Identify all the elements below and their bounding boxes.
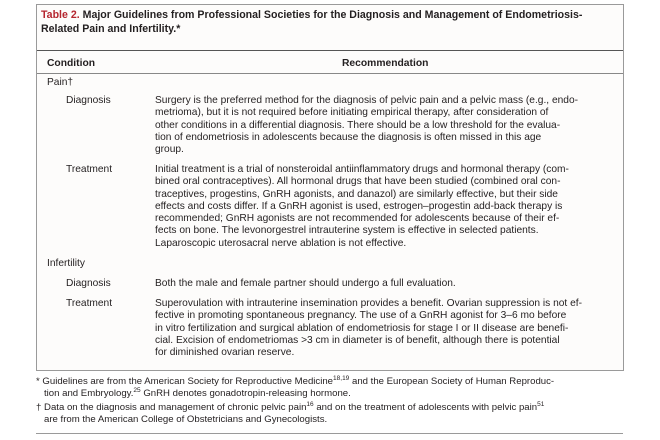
footnote-line: are from the American College of Obstetricians and Gynecologists. (44, 413, 328, 425)
text-line: recommended; GnRH agonists are not recommended for adolescents because of their ef- (155, 213, 560, 225)
text-line: Initial treatment is a trial of nonsteroidal antiinflammatory drugs and hormonal therapy (com- (155, 164, 569, 175)
row-label-pain-treatment: Treatment (66, 164, 113, 175)
text-line: other conditions in a differential diagnosis. There should be a low threshold for the evalua- (155, 119, 561, 131)
row-label-pain-diagnosis: Diagnosis (66, 95, 111, 106)
text-line: Surgery is the preferred method for the diagnosis of pelvic pain and a pelvic mass (e.g., endo- (155, 95, 579, 106)
text-line: bined oral contraceptives). All hormonal drugs that have been studied (combined oral con- (155, 176, 561, 188)
recommendation-pain-diagnosis (155, 95, 578, 156)
footnote-guidelines (36, 376, 554, 399)
recommendation-pain-treatment (155, 164, 569, 250)
title-footnote-mark: * (176, 23, 181, 35)
table-title-text: Major Guidelines from Professional Societies for the Diagnosis and Management of Endometriosis-Related Pain and Infertility. (41, 9, 583, 35)
text-line: cial. Excision of endometriomas >3 cm in diameter is of benefit, although there is potential (155, 334, 560, 346)
column-header-recommendation: Recommendation (342, 58, 429, 69)
pain-footnote-mark: † (67, 77, 74, 88)
bottom-rule (36, 433, 623, 434)
text-line: Laparoscopic uterosacral nerve ablation is not effective. (155, 237, 407, 249)
text-line: fective in promoting spontaneous pregnancy. The use of a GnRH agonist for 3–6 mo before (155, 310, 567, 322)
text-line: Superovulation with intrauterine insemination provides a benefit. Ovarian suppression is not ef- (155, 298, 582, 309)
row-label-infertility-treatment: Treatment (66, 298, 113, 309)
section-label-infertility: Infertility (47, 258, 85, 269)
text-line: metrioma), but it is not required before initiating empirical therapy, after consideration of (155, 107, 549, 119)
text-line: for diminished ovarian reserve. (155, 347, 295, 359)
table-title (41, 8, 616, 36)
text-line: in vitro fertilization and surgical ablation of endometriosis for stage I or II disease are benefi- (155, 322, 569, 334)
text-line: tion of endometriosis in adolescents because the diagnosis is often missed in this age (155, 131, 542, 143)
section-label-pain: Pain† (47, 77, 74, 88)
table-label: Table 2. (41, 9, 80, 21)
header-bottom-rule (37, 73, 623, 74)
text-line: group. (155, 144, 184, 156)
text-line: effects and costs differ. If a GnRH agonist is used, estrogen–progestin add-back therapy is (155, 200, 563, 212)
column-header-condition: Condition (47, 58, 96, 69)
footnote-line: * Guidelines are from the American Society for Reproductive Medicine$^{18,19}$ and the European Society of Human Reproduc- (36, 374, 555, 387)
recommendation-infertility-treatment (155, 298, 582, 359)
footnote-pelvic-pain (36, 402, 544, 425)
guidelines-table (36, 4, 624, 371)
footnote-line: tion and Embryology.$^{25}$ GnRH denotes gonadotropin-releasing hormone. (44, 386, 351, 399)
row-label-infertility-diagnosis: Diagnosis (66, 278, 111, 289)
text-line: fects on bone. The levonorgestrel intrauterine system is effective in selected patients. (155, 225, 539, 237)
header-top-rule (37, 50, 623, 51)
text-line: traceptives, progestins, GnRH agonists, and danazol) are similarly effective, but their side (155, 188, 558, 200)
text-line: Both the male and female partner should undergo a full evaluation. (155, 278, 456, 289)
footnote-line: † Data on the diagnosis and management of chronic pelvic pain$^{16}$ and on the treatment of adolescents with pelvic pain$^{51}$ (36, 400, 545, 413)
recommendation-infertility-diagnosis (155, 278, 456, 290)
